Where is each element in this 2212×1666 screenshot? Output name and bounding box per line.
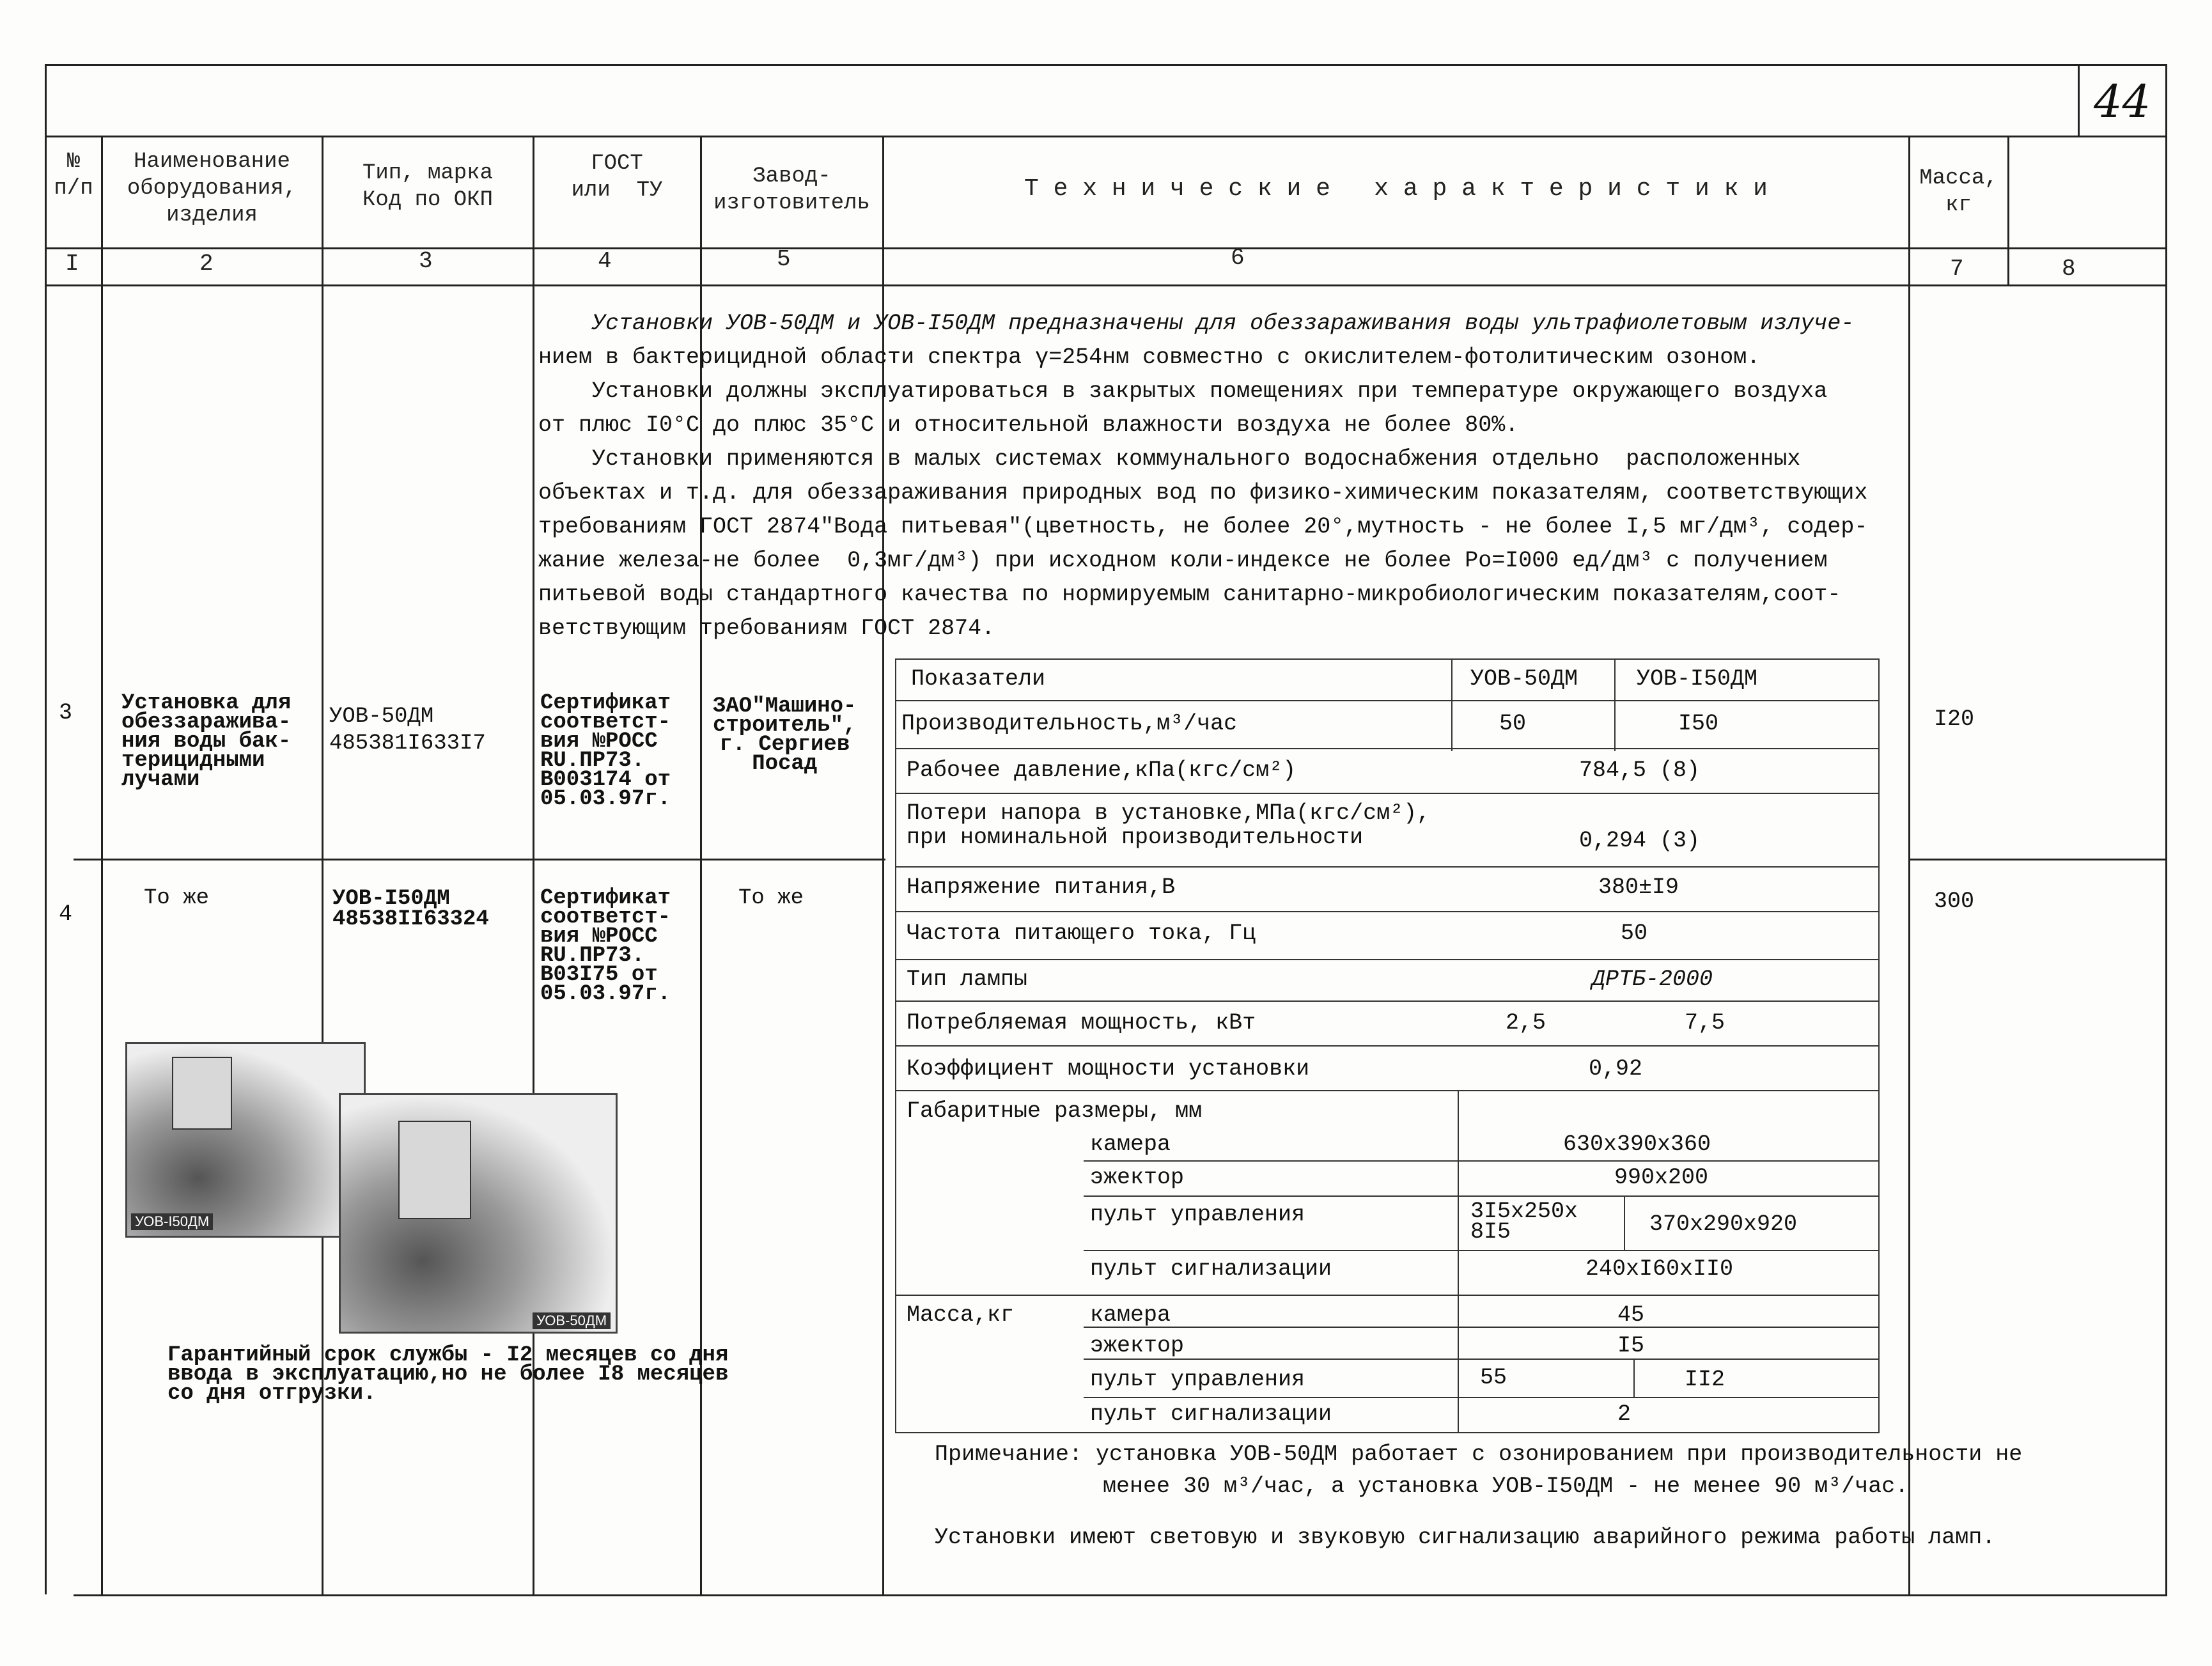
spec-r5-top <box>895 911 1880 912</box>
spec-col-a-lower <box>1458 1090 1459 1432</box>
spec-r7-b: 7,5 <box>1685 1010 1725 1036</box>
intro-line: жание железа-не более 0,3мг/дм³) при исходном коли-индексе не более Ро=I000 ед/дм³ с получением <box>538 548 1828 573</box>
spec-r4-top <box>895 866 1880 868</box>
intro-line: нием в бактерицидной области спектра γ=254нм совместно с окислителем-фотолитическим озоном. <box>538 345 1761 370</box>
header-tech: Т е х н и ч е с к и е х а р а к т е р и с т и к и <box>1024 175 1768 203</box>
spec-r1-b: I50 <box>1678 711 1719 736</box>
spec-header-150: УОВ-I50ДМ <box>1637 666 1758 692</box>
colnum-1: I <box>65 251 79 277</box>
spec-r2-label: Рабочее давление,кПа(кгс/см²) <box>907 758 1297 783</box>
spec-m3-top <box>1084 1358 1880 1360</box>
spec-col-a <box>1451 658 1453 751</box>
row4-gost: Сертификат соответст- вия №РОСС RU.ПР73. В03I75 от 05.03.97г. <box>540 886 671 1006</box>
spec-d3-b: 370х290х920 <box>1649 1211 1798 1237</box>
row4-maker: То же <box>738 886 804 910</box>
note-line-1: Примечание: установка УОВ-50ДМ работает с озонированием при производительности не <box>935 1442 2023 1467</box>
spec-r5-value: 50 <box>1621 921 1648 946</box>
spec-d3-a-2: 8I5 <box>1470 1219 1511 1245</box>
note-line-2: менее 30 м³/час, а установка УОВ-I50ДМ - не менее 90 м³/час. <box>1103 1474 1909 1499</box>
warranty-text: Гарантийный срок службы - I2 месяцев со дня ввода в эксплуатацию,но не более I8 месяцев со дня отгрузки. <box>167 1343 729 1406</box>
note-line-3: Установки имеют световую и звуковую сигнализацию аварийного режима работы ламп. <box>935 1525 1996 1550</box>
spec-r5-label: Частота питающего тока, Гц <box>907 921 1256 946</box>
spec-d3-top <box>1084 1195 1880 1197</box>
header-maker: Завод- изготовитель <box>713 164 870 215</box>
photo-cabinet-shape <box>398 1121 471 1219</box>
header-mass: Масса, кг <box>1919 166 1998 217</box>
intro-line: от плюс I0°С до плюс 35°С и относительной влажности воздуха не более 80%. <box>538 412 1519 438</box>
colnum-4: 4 <box>598 248 612 274</box>
spec-r3-label: Потери напора в установке,МПа(кгс/см²), <box>907 800 1431 826</box>
spec-d2-label: эжектор <box>1090 1165 1185 1190</box>
row3-gost: Сертификат соответст- вия №РОСС RU.ПР73. В003174 от 05.03.97г. <box>540 691 671 811</box>
spec-d2-value: 990х200 <box>1614 1165 1709 1190</box>
spec-mass-top <box>895 1295 1880 1296</box>
frame-left <box>45 64 47 1594</box>
spec-right <box>1878 658 1880 1432</box>
spec-d3-a: 3I5х250х <box>1470 1199 1578 1224</box>
row3-mass: I20 <box>1934 706 1975 732</box>
frame-right <box>2165 64 2167 1596</box>
header-type: Тип, марка Код по ОКП <box>362 161 494 212</box>
spec-r8-top <box>895 1045 1880 1047</box>
spec-r1-top <box>895 700 1880 701</box>
spec-r1-a: 50 <box>1499 711 1527 736</box>
intro-line: ветствующим требованиям ГОСТ 2874. <box>538 616 995 641</box>
spec-r3-label-2: при номинальной производительности <box>907 825 1364 850</box>
photo-caption-1: УОВ-I50ДМ <box>131 1213 213 1230</box>
spec-m1-value: 45 <box>1617 1302 1645 1328</box>
frame-top <box>45 64 2167 66</box>
row4-name: То же <box>144 886 210 910</box>
spec-d4-label: пульт сигнализации <box>1090 1256 1332 1282</box>
spec-header-50: УОВ-50ДМ <box>1470 666 1578 692</box>
colnum-7: 7 <box>1950 256 1964 282</box>
spec-d4-top <box>1084 1250 1880 1251</box>
spec-left <box>895 658 896 1432</box>
spec-dims-top <box>895 1090 1880 1091</box>
spec-r4-label: Напряжение питания,В <box>907 875 1176 900</box>
frame-bottom <box>74 1594 2167 1596</box>
spec-header-param: Показатели <box>911 666 1046 692</box>
row4-num: 4 <box>59 901 73 927</box>
row4-mass: 300 <box>1934 889 1975 914</box>
intro-line: Установки применяются в малых системах коммунального водоснабжения отдельно расположенных <box>538 446 1801 472</box>
spec-r3-top <box>895 793 1880 794</box>
spec-bottom <box>895 1432 1880 1433</box>
spec-m3-a: 55 <box>1480 1365 1507 1390</box>
row3-bottom <box>74 859 885 860</box>
spec-d2-top <box>1084 1160 1880 1162</box>
spec-d3-label: пульт управления <box>1090 1202 1305 1227</box>
spec-r6-label: Тип лампы <box>907 967 1028 992</box>
header-num: № п/п <box>54 150 93 201</box>
col-sep-1 <box>101 136 103 1596</box>
intro-line: Установки УОВ-50ДМ и УОВ-I50ДМ предназначены для обеззараживания воды ультрафиолетовым излуче- <box>538 311 1855 336</box>
spec-r3-value: 0,294 (3) <box>1579 828 1701 853</box>
header-top <box>45 136 2167 137</box>
spec-m3-split <box>1633 1358 1635 1397</box>
page-number-box-left <box>2078 64 2080 137</box>
colnum-bottom <box>45 284 2167 286</box>
spec-m3-b: II2 <box>1685 1367 1725 1392</box>
page-number: 44 <box>2094 75 2151 128</box>
spec-r7-label: Потребляемая мощность, кВт <box>907 1010 1256 1036</box>
colnum-8: 8 <box>2062 256 2076 282</box>
spec-d1-label: камера <box>1090 1132 1171 1157</box>
spec-top <box>895 658 1880 660</box>
spec-d3-split <box>1624 1195 1625 1250</box>
spec-m2-value: I5 <box>1617 1333 1645 1358</box>
spec-m3-label: пульт управления <box>1090 1367 1305 1392</box>
header-bottom <box>45 247 2167 249</box>
col-sep-6 <box>1908 136 1910 1596</box>
spec-m4-label: пульт сигнализации <box>1090 1401 1332 1427</box>
spec-m4-value: 2 <box>1617 1401 1632 1427</box>
intro-line: питьевой воды стандартного качества по нормируемым санитарно-микробиологическим показателям,соот- <box>538 582 1841 607</box>
colnum-5: 5 <box>777 246 791 272</box>
row3-maker: ЗАО"Машино- строитель", г. Сергиев Посад <box>713 694 857 776</box>
spec-col-b <box>1614 658 1616 751</box>
spec-r7-a: 2,5 <box>1506 1010 1546 1036</box>
intro-line: требованиям ГОСТ 2874"Вода питьевая"(цветность, не более 20°,мутность - не более I,5 мг/дм³, содер- <box>538 514 1868 540</box>
row4-type: УОВ-I50ДМ 48538II63324 <box>332 887 489 931</box>
spec-r1-label: Производительность,м³/час <box>901 711 1238 736</box>
colnum-2: 2 <box>199 251 214 277</box>
intro-line: объектах и т.д. для обеззараживания природных вод по физико-химическим показателям, соответствующих <box>538 480 1868 506</box>
spec-r7-top <box>895 1000 1880 1002</box>
header-name: Наименование оборудования, изделия <box>127 150 297 228</box>
spec-r6-top <box>895 959 1880 960</box>
row3-type: УОВ-50ДМ 485381I633I7 <box>329 705 486 756</box>
spec-r6-value: ДРТБ-2000 <box>1592 967 1713 992</box>
spec-m4-top <box>1084 1397 1880 1398</box>
product-photo-2 <box>339 1093 618 1334</box>
spec-m2-label: эжектор <box>1090 1333 1185 1358</box>
row3-name: Установка для обеззаражива- ния воды бак- терицидными лучами <box>121 691 292 792</box>
row3-bottom-right <box>1908 859 2167 860</box>
photo-caption-2: УОВ-50ДМ <box>533 1312 611 1329</box>
spec-m1-label: камера <box>1090 1302 1171 1328</box>
product-photo-1 <box>125 1042 366 1238</box>
colnum-3: 3 <box>419 248 433 274</box>
spec-mass-label: Масса,кг <box>907 1302 1015 1328</box>
spec-m2-top <box>1084 1327 1880 1328</box>
spec-dims-label: Габаритные размеры, мм <box>907 1098 1203 1124</box>
spec-r8-value: 0,92 <box>1589 1056 1643 1082</box>
spec-r8-label: Коэффициент мощности установки <box>907 1056 1310 1082</box>
spec-d4-value: 240хI60хII0 <box>1585 1256 1734 1282</box>
row3-num: 3 <box>59 700 73 726</box>
colnum-6: 6 <box>1231 245 1245 271</box>
intro-line: Установки должны эксплуатироваться в закрытых помещениях при температуре окружающего воздуха <box>538 378 1828 404</box>
header-gost: ГОСТ или ТУ <box>571 152 663 203</box>
photo-cabinet-shape <box>172 1057 232 1130</box>
spec-r2-top <box>895 748 1880 749</box>
spec-r4-value: 380±I9 <box>1598 875 1679 900</box>
spec-d1-value: 630х390х360 <box>1563 1132 1711 1157</box>
spec-r2-value: 784,5 (8) <box>1579 758 1701 783</box>
col-sep-7 <box>2007 136 2009 284</box>
